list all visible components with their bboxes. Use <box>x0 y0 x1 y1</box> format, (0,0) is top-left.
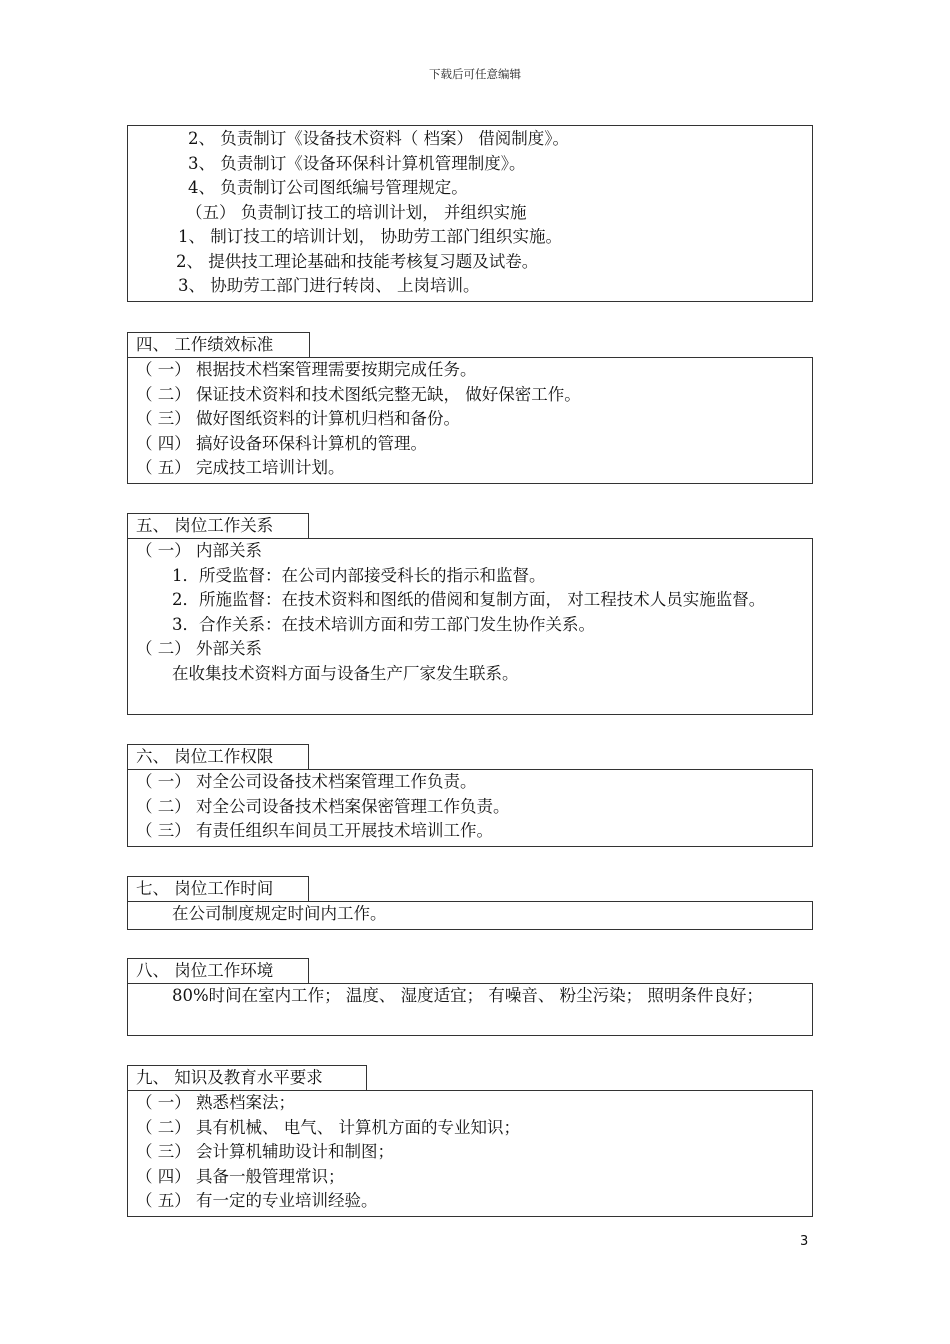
section-5-box <box>127 538 813 715</box>
section-8-box <box>127 983 813 1036</box>
list-item: （ 四） 具备一般管理常识； <box>136 1166 345 1186</box>
continued-section-box <box>127 125 813 302</box>
list-item: （ 五） 有一定的专业培训经验。 <box>136 1191 378 1210</box>
page-number: 3 <box>800 1234 809 1249</box>
work-environment-text: 80%时间在室内工作； 温度、 湿度适宜； 有噪音、 粉尘污染； 照明条件良好； <box>172 986 763 1005</box>
list-item: （ 一） 根据技术档案管理需要按期完成任务。 <box>136 360 477 379</box>
section-5-title: 五、 岗位工作关系 <box>127 513 309 539</box>
work-time-text: 在公司制度规定时间内工作。 <box>172 904 387 923</box>
continued-line: 2、 提供技工理论基础和技能考核复习题及试卷。 <box>176 251 539 271</box>
list-item: （ 三） 做好图纸资料的计算机归档和备份。 <box>136 409 460 428</box>
section-7-box <box>127 901 813 930</box>
list-item: （ 二） 对全公司设备技术档案保密管理工作负责。 <box>136 796 510 816</box>
supervises: 2．所施监督：在技术资料和图纸的借阅和复制方面， 对工程技术人员实施监督。 <box>172 590 766 609</box>
internal-relations-label: （ 一） 内部关系 <box>136 541 262 560</box>
section-9-box <box>127 1090 813 1217</box>
section-9-title: 九、 知识及教育水平要求 <box>127 1065 367 1091</box>
section-8-title: 八、 岗位工作环境 <box>127 958 309 984</box>
list-item: （ 三） 会计算机辅助设计和制图； <box>136 1142 394 1161</box>
list-item: （ 五） 完成技工培训计划。 <box>136 458 345 477</box>
continued-line: 4、 负责制订公司图纸编号管理规定。 <box>188 178 468 197</box>
section-4-title: 四、 工作绩效标准 <box>127 332 310 358</box>
list-item: （ 三） 有责任组织车间员工开展技术培训工作。 <box>136 821 493 840</box>
supervised-by: 1．所受监督：在公司内部接受科长的指示和监督。 <box>172 565 546 585</box>
list-item: （ 一） 熟悉档案法； <box>136 1093 295 1112</box>
header-note: 下载后可任意编辑 <box>429 67 521 81</box>
continued-subheading: （五） 负责制订技工的培训计划， 并组织实施 <box>186 202 527 222</box>
continued-line: 1、 制订技工的培训计划， 协助劳工部门组织实施。 <box>178 227 562 246</box>
continued-line: 3、 协助劳工部门进行转岗、 上岗培训。 <box>178 276 480 295</box>
cooperation: 3．合作关系：在技术培训方面和劳工部门发生协作关系。 <box>172 614 595 634</box>
list-item: （ 四） 搞好设备环保科计算机的管理。 <box>136 433 427 453</box>
section-7-title: 七、 岗位工作时间 <box>127 876 309 902</box>
external-relations-label: （ 二） 外部关系 <box>136 639 262 658</box>
section-6-title: 六、 岗位工作权限 <box>127 744 309 770</box>
section-4-box <box>127 357 813 484</box>
continued-line: 3、 负责制订《设备环保科计算机管理制度》。 <box>188 153 526 173</box>
section-6-box <box>127 769 813 847</box>
external-relations-text: 在收集技术资料方面与设备生产厂家发生联系。 <box>172 663 519 683</box>
list-item: （ 二） 保证技术资料和技术图纸完整无缺， 做好保密工作。 <box>136 384 581 404</box>
list-item: （ 一） 对全公司设备技术档案管理工作负责。 <box>136 772 477 791</box>
continued-line: 2、 负责制订《设备技术资料（ 档案） 借阅制度》。 <box>188 129 569 148</box>
list-item: （ 二） 具有机械、 电气、 计算机方面的专业知识； <box>136 1117 520 1137</box>
